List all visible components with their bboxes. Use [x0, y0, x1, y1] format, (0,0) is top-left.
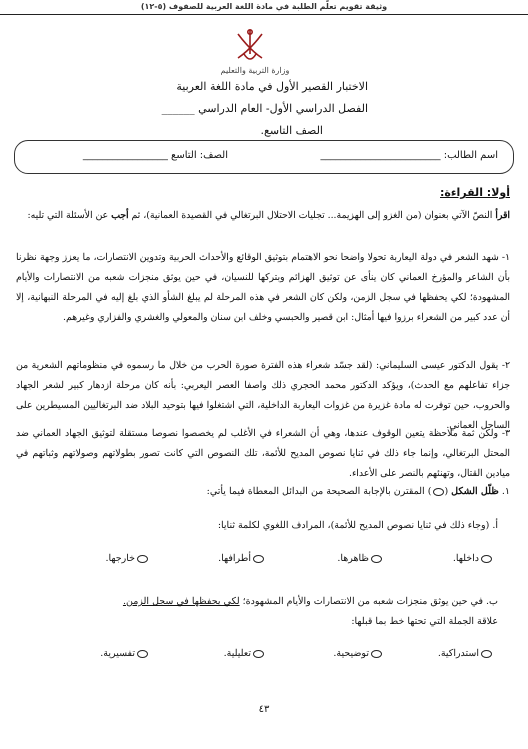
exam-semester: الفصل الدراسي الأول- العام الدراسي ______	[161, 102, 368, 115]
radio-option-icon[interactable]	[253, 555, 264, 563]
student-class-field[interactable]: الصف: التاسع _________________	[82, 150, 228, 161]
instructions-answer: أجب	[111, 210, 129, 221]
radio-option-icon[interactable]	[481, 650, 492, 658]
question-b-underlined: لكي يحفظها في سجل الزمن.	[122, 596, 240, 607]
instructions-lead: اقرأ	[495, 210, 510, 221]
student-name-field[interactable]: اسم الطالب: ________________________	[320, 150, 498, 161]
radio-option-icon[interactable]	[137, 650, 148, 658]
radio-option-icon[interactable]	[137, 555, 148, 563]
question-1-instruction: ١. ظلّل الشكل () المقترن بالإجابة الصحيحة من البدائل المعطاة فيما يأتي:	[206, 486, 510, 497]
instructions-text: النصّ الآتي بعنوان (من الغزو إلى الهزيمة... تجليات الاحتلال البرتغالي في القصيدة العمانية)، ثم	[128, 210, 496, 221]
question-b-stem-a: ب. في حين يوثق منجزات شعبه من الانتصارات والأيام المشهودة؛	[239, 596, 498, 607]
paragraph-2: ٢- يقول الدكتور عيسى السليماني: (لقد جسّد شعراء هذه الفترة صورة الحرب من خلال ما رسموه في منظوماتهم الشعرية من جزاء تفاعلهم مع الحدث)، ويؤكد الدكتور محمد الحجري ذلك واصفا العصر اليعربي: بأنه كان مرحلة ازدهار كبير لشعر الجهاد والحروب، حين توفرت له مادة غزيرة من غزوات اليعاربة الداخلية، التي اشتغلوا فيها بتوحيد البلاد ضد البرتغاليين المسيطرين على الساحل العماني.	[16, 360, 510, 431]
question-b-option-1[interactable]: استدراكية.	[438, 648, 492, 659]
document-header: وثيقة تقويم تعلّم الطلبة في مادة اللغة العربية للصفوف (٥-١٢)	[140, 2, 388, 11]
instructions	[16, 206, 510, 226]
instructions-tail: عن الأسئلة التي تليه:	[27, 210, 112, 221]
section-title: أولا: القراءة:	[440, 186, 510, 199]
question-a-stem: أ. (وجاء ذلك في ثنايا نصوص المديح للأئمة)، المرادف اللغوي لكلمة ثنايا:	[217, 520, 498, 531]
paragraph-1: ١- شهد الشعر في دولة اليعاربة تحولا واضحا نحو الاهتمام بتوثيق الوقائع والأحداث الحربية وتدوين الانتصارات، ما يعزز وجهة نظرنا بأن الشاعر والمؤرخ العماني كان ينأى عن توثيق الهزائم وبتركها للنسيان، في حين يوثق منجزات شعبه من الانتصارات والأيام المشهودة؛ لكي يحفظها في سجل الزمن، ولكن كان الشعر في هذه المرحلة لم يبلغ الشأو الذي بلغ إليه في المرحلة النبهانية، إلا أن عدد كبير من الشعراء برزوا فيها أمثال: ابن قصير والحبسي وخلف ابن سنان والمعولي والغشري والفزاري وغيرهم.	[16, 252, 510, 323]
ministry-name: وزارة التربية والتعليم	[220, 66, 290, 75]
page-number: ٤٣	[258, 704, 270, 715]
question-b-option-2[interactable]: توضيحية.	[333, 648, 382, 659]
radio-option-icon[interactable]	[481, 555, 492, 563]
question-b-option-3[interactable]: تعليلية.	[224, 648, 264, 659]
oman-emblem-icon	[228, 24, 272, 68]
header-divider	[0, 14, 528, 15]
radio-option-icon[interactable]	[253, 650, 264, 658]
question-a-option-2[interactable]: ظاهرها.	[337, 553, 382, 564]
question-1-number: ١.	[498, 486, 510, 497]
question-a-option-3[interactable]: أطرافها.	[218, 553, 264, 564]
shape-circle-icon	[433, 488, 444, 496]
radio-option-icon[interactable]	[371, 650, 382, 658]
question-1-rest: المقترن بالإجابة الصحيحة من البدائل المعطاة فيما يأتي:	[206, 486, 428, 497]
radio-option-icon[interactable]	[371, 555, 382, 563]
question-b-option-4[interactable]: تفسيرية.	[100, 648, 148, 659]
question-b-stem2: علاقة الجملة التي تحتها خط بما قبلها:	[351, 616, 498, 627]
question-a-option-1[interactable]: داخلها.	[453, 553, 492, 564]
exam-grade: الصف التاسع.	[260, 124, 323, 137]
paragraph-3: ٣- ولكن ثمة ملاحظة يتعين الوقوف عندها، وهي أن الشعراء في الأغلب لم يخصصوا نصوصا مستقلة لتوثيق الجهاد العماني ضد المحتل البرتغالي، وإنما جاء ذلك في ثنايا نصوص المديح للأئمة، تلك النصوص التي كانت تصور بطولاتهم وصولاتهم وثباتهم في ميادين القتال، وتهنئهم بالنصر على الأعداء.	[16, 428, 510, 479]
question-1-lead: ظلّل الشكل	[451, 486, 499, 497]
question-a-option-4[interactable]: خارجها.	[105, 553, 148, 564]
exam-title: الاختبار القصير الأول في مادة اللغة العربية	[176, 80, 368, 93]
question-b-stem	[123, 596, 498, 607]
